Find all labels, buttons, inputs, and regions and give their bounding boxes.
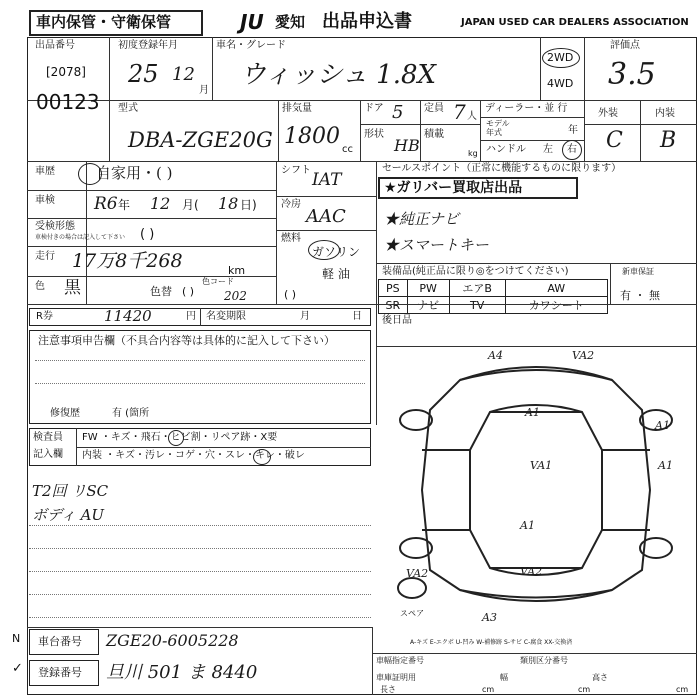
exterior-label: 外装	[598, 108, 618, 119]
aircon-value: AAC	[306, 206, 346, 227]
name-change-month: 月	[300, 311, 310, 322]
remark-2: ボディ AU	[32, 506, 105, 524]
damage-mark: A1	[658, 459, 673, 472]
car-roof	[470, 412, 602, 568]
fuel-label: 燃料	[281, 233, 301, 244]
fuel-diesel[interactable]: 軽 油	[322, 267, 350, 281]
damage-legend: A-キズ E-エクボ U-凹み W-補修跡 S-サビ C-腐食 XX-交換済	[410, 639, 573, 646]
row-line	[76, 447, 371, 448]
selling-banner: ★ガリバー買取店出品	[384, 180, 523, 196]
col-line	[278, 100, 279, 161]
width-unit: cm	[578, 685, 591, 694]
lot-number: 00123	[36, 90, 100, 114]
col-line	[212, 37, 213, 100]
remark-line	[29, 548, 371, 549]
col-line	[276, 161, 277, 304]
handle-left[interactable]: 左	[543, 144, 553, 155]
row-line	[27, 246, 276, 247]
class-label: 類別区分番号	[520, 656, 568, 665]
damage-mark: A4	[488, 349, 503, 362]
inspection-year-unit: 年	[118, 198, 131, 212]
tax-value: 11420	[104, 307, 152, 325]
interior-label: 内装	[655, 108, 675, 119]
size-label: 車幅指定番号	[376, 656, 424, 665]
reception-note: 車検付きの場合は記入して下さい	[35, 234, 126, 241]
registration-year: 25	[128, 60, 159, 88]
model-year-unit: 年	[568, 125, 578, 136]
color-change-value: ( )	[182, 285, 195, 298]
row-line	[27, 100, 697, 101]
color-label: 色	[35, 281, 45, 292]
spare-wheel	[398, 578, 426, 598]
reception-label: 受検形態	[35, 221, 75, 232]
rating-score: 3.5	[608, 57, 656, 92]
inspection-day: 18	[218, 194, 239, 213]
damage-mark: VA1	[530, 459, 553, 472]
spare-label: スペア	[400, 609, 424, 618]
inspector-label-1: 検査員	[33, 432, 63, 443]
inspection-year: 12	[150, 194, 171, 213]
name-change-day: 日	[352, 311, 362, 322]
displacement-unit: cc	[342, 144, 353, 155]
exterior-grade: C	[606, 128, 623, 153]
notes-line	[35, 383, 365, 384]
length-label: 長さ	[380, 685, 396, 694]
car-rear	[460, 590, 612, 601]
aircon-label: 冷房	[281, 199, 301, 210]
height-unit: cm	[676, 685, 689, 694]
col-line	[360, 100, 361, 161]
repair-label: 修復歴	[50, 408, 80, 419]
rating-label: 評価点	[610, 40, 640, 51]
row-line	[27, 627, 372, 628]
new-car-options: 有 ・ 無	[620, 289, 660, 302]
model-year-label: モデル 年式	[486, 119, 510, 137]
row-line	[420, 124, 480, 125]
registration-label: 初度登録年月	[118, 40, 178, 51]
lot-bracket: [2078]	[46, 65, 86, 79]
chassis-value: ZGE20-6005228	[106, 631, 239, 650]
model-label: 型式	[118, 103, 138, 114]
col-line	[109, 37, 110, 161]
damage-mark: VA2	[520, 565, 543, 578]
fuel-circle	[308, 240, 340, 260]
capacity-unit: 人	[467, 111, 477, 122]
col-line	[480, 100, 481, 161]
col-line	[584, 37, 585, 161]
selling-item-1: ★純正ナビ	[384, 210, 460, 228]
row-line	[27, 161, 697, 162]
damage-mark: VA2	[572, 349, 595, 362]
inspection-era: R6	[94, 194, 118, 214]
damage-mark: A3	[482, 611, 497, 624]
row-line	[276, 196, 376, 197]
plate-label: 登録番号	[38, 666, 82, 679]
damage-mark: A1	[525, 406, 540, 419]
history-label: 車歴	[35, 166, 55, 177]
doors-label: ドア	[364, 103, 384, 114]
inspector-circle	[253, 449, 271, 465]
damage-mark: VA2	[406, 567, 429, 580]
displacement-label: 排気量	[282, 103, 312, 114]
car-front	[460, 367, 612, 380]
color-change-label: 色替	[150, 285, 172, 298]
mark-n: N	[12, 632, 21, 645]
row-line	[376, 346, 697, 347]
equip-navi[interactable]: ナビ	[407, 297, 449, 314]
notes-label: 注意事項申告欄（不具合内容等は具体的に記入して下さい）	[38, 334, 335, 347]
load-label: 積載	[424, 129, 444, 140]
handle-right[interactable]: 右	[567, 144, 577, 155]
fuel-gasoline[interactable]: ガソリン	[312, 245, 361, 259]
wheel-fl	[400, 410, 432, 430]
selling-points-label: セールスポイント（正常に機能するものに限ります）	[382, 163, 622, 174]
row-line	[276, 230, 376, 231]
col-line	[376, 161, 377, 425]
remark-line	[29, 525, 371, 526]
length-unit: cm	[482, 685, 495, 694]
brand-region: 愛知	[275, 13, 306, 31]
drive-2wd[interactable]: 2WD	[547, 51, 574, 64]
damage-mark: A1	[520, 519, 535, 532]
row-line	[27, 218, 276, 219]
history-circle	[78, 163, 102, 185]
equipment-label: 装備品(純正品に限り◎をつけてください)	[382, 266, 569, 277]
row-line	[372, 653, 697, 654]
lot-label: 出品番号	[35, 40, 75, 51]
plate-value: 旦川 501 ま 8440	[106, 662, 258, 683]
width-label: 幅	[500, 673, 508, 682]
vehicle-name-value: ウィッシュ 1.8X	[240, 60, 437, 90]
mileage-label: 走行	[35, 251, 55, 262]
row-line	[27, 276, 276, 277]
row-line	[27, 190, 276, 191]
height-label: 高さ	[592, 673, 608, 682]
inspection-day-unit: 日)	[240, 198, 257, 212]
remark-line	[29, 617, 371, 618]
equip-airbag[interactable]: エアB	[449, 280, 505, 297]
history-value: 自家用・( )	[96, 164, 173, 182]
drive-circle	[542, 48, 580, 68]
damage-mark: A1	[655, 419, 670, 432]
association-name: JAPAN USED CAR DEALERS ASSOCIATION	[461, 17, 689, 28]
equip-leather[interactable]: カワシート	[505, 297, 607, 314]
interior-grade: B	[660, 128, 677, 153]
inspection-month-unit: 月(	[182, 198, 199, 212]
drive-4wd[interactable]: 4WD	[547, 77, 574, 90]
brand-logo: JU	[240, 10, 264, 34]
chassis-label: 車台番号	[38, 635, 82, 648]
handle-label: ハンドル	[486, 144, 526, 155]
dealer-import-label: ディーラー・並 行	[485, 103, 568, 114]
remark-line	[29, 594, 371, 595]
col-line	[540, 37, 541, 100]
storage-label: 車内保管・守衛保管	[36, 13, 172, 31]
col-line	[372, 627, 373, 695]
col-line	[200, 308, 201, 326]
name-change-label: 名変期限	[206, 311, 246, 322]
shape-label: 形状	[364, 129, 384, 140]
reception-value: ( )	[140, 227, 155, 242]
shape-value: HB	[394, 136, 420, 155]
registration-unit: 月	[199, 85, 209, 96]
fuel-paren: ( )	[284, 288, 297, 301]
shift-value: IAT	[312, 170, 342, 190]
inspector-label-2: 記入欄	[33, 449, 63, 460]
col-line	[640, 100, 641, 161]
tax-label: R券	[36, 311, 53, 322]
col-line	[610, 263, 611, 304]
tax-unit: 円	[186, 311, 196, 322]
col-line	[420, 100, 421, 161]
model-value: DBA-ZGE20G	[128, 128, 273, 152]
row-line	[584, 124, 697, 125]
inspection-label: 車検	[35, 195, 55, 206]
row-line	[376, 304, 697, 305]
form-title: 出品申込書	[322, 11, 412, 32]
shift-label: シフト	[281, 165, 311, 176]
capacity-label: 定員	[424, 103, 444, 114]
row-line	[360, 124, 420, 125]
color-code-label: 色コード	[202, 277, 234, 286]
equip-ps[interactable]: PS	[379, 280, 408, 297]
equipment-table	[378, 279, 608, 314]
repair-value: 有 (箇所	[112, 408, 150, 419]
vehicle-name-label: 車名・グレード	[216, 40, 286, 51]
displacement-value: 1800	[284, 124, 340, 149]
inspector-circle	[168, 430, 184, 446]
inspector-row-2: 内装 ・キズ・汚レ・コゲ・穴・スレ・キレ・破レ	[82, 450, 305, 461]
remark-line	[29, 571, 371, 572]
mileage-value: 17万8千268	[72, 250, 183, 272]
handle-circle	[562, 140, 582, 160]
color-code-value: 202	[224, 289, 247, 303]
inspector-row-1: FW ・キズ・飛石・ヒビ割・リペア跡・X要	[82, 432, 278, 443]
capacity-value: 7	[453, 100, 466, 124]
mark-check: ✓	[12, 661, 23, 676]
equip-sr[interactable]: SR	[379, 297, 408, 314]
row-line	[480, 117, 584, 118]
color-value: 黒	[64, 278, 81, 298]
equip-pw[interactable]: PW	[407, 280, 449, 297]
back-seat-label: 後日品	[382, 315, 412, 326]
cert-label: 車庫証明用	[376, 673, 416, 682]
equip-aw[interactable]: AW	[505, 280, 607, 297]
row-line	[376, 263, 697, 264]
remark-1: T2回 リSC	[32, 482, 109, 500]
selling-item-2: ★スマートキー	[384, 236, 489, 254]
doors-value: 5	[392, 102, 404, 123]
registration-month: 12	[172, 64, 195, 85]
equip-tv[interactable]: TV	[449, 297, 505, 314]
notes-line	[35, 360, 365, 361]
load-unit: kg	[468, 149, 478, 158]
new-car-label: 新車保証	[622, 267, 654, 276]
mileage-unit: km	[228, 264, 246, 277]
